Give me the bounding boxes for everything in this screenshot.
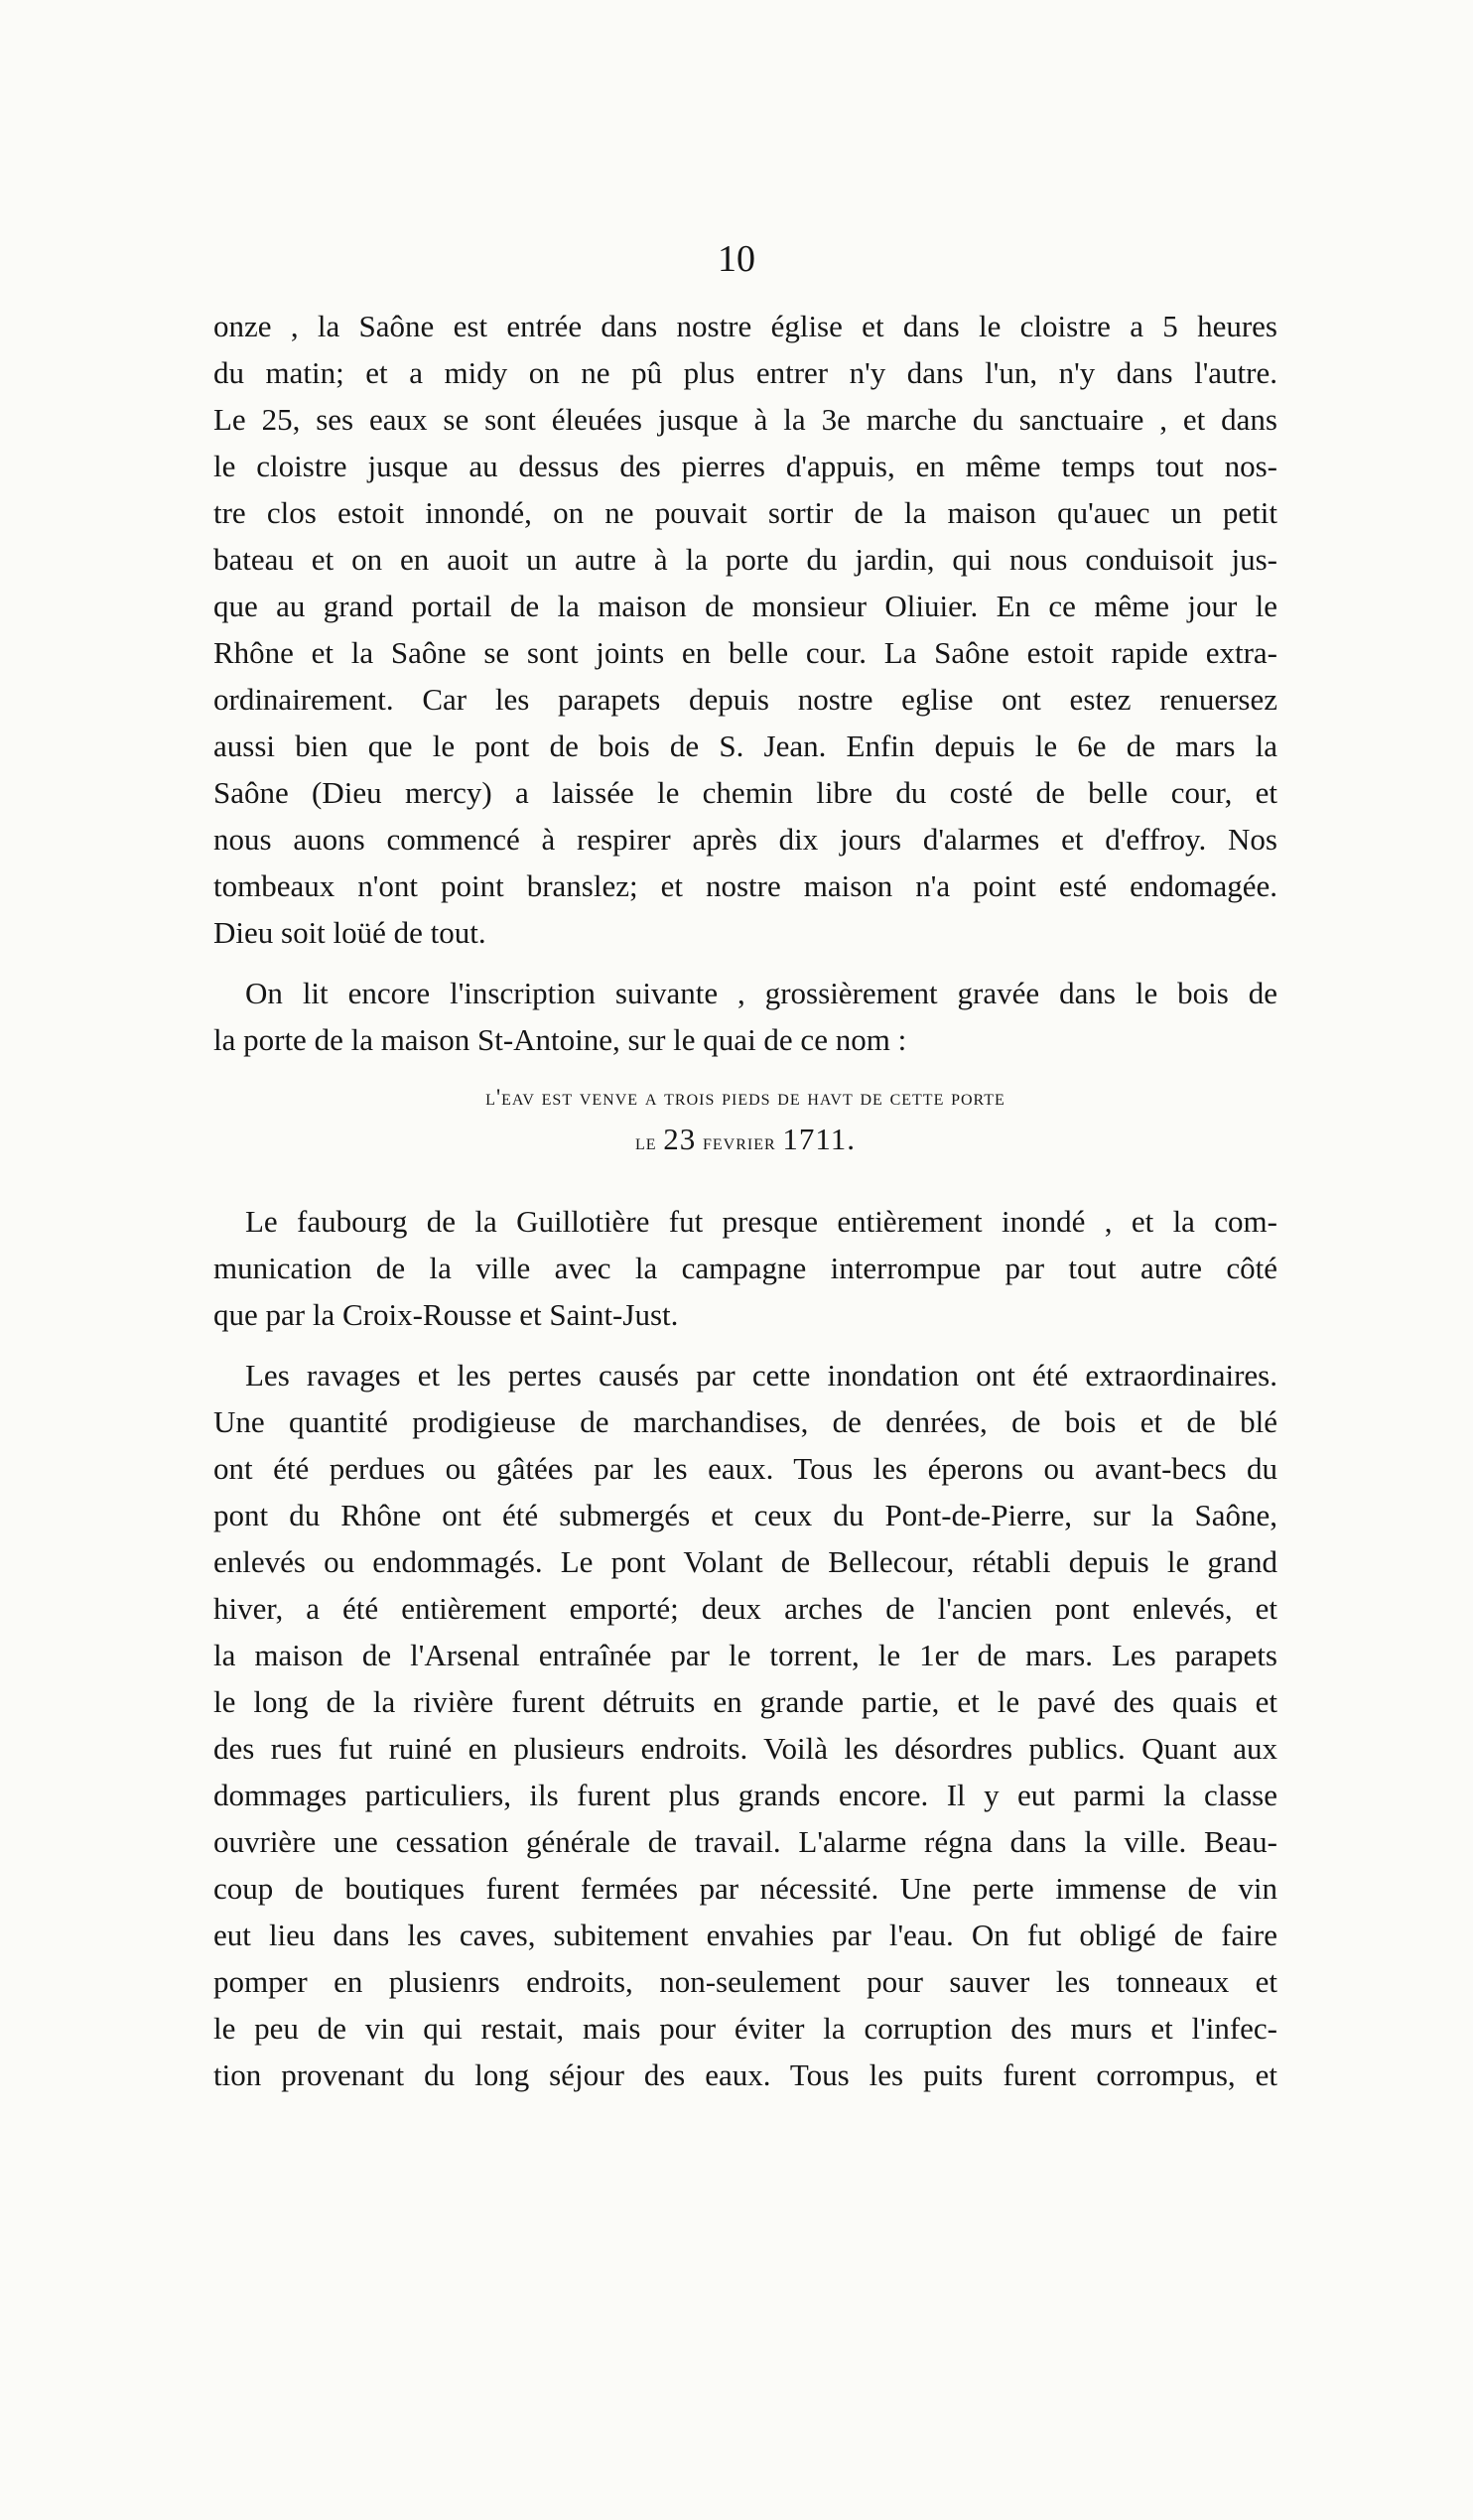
- paragraph-4: [213, 1352, 1277, 2098]
- text-line: Une quantité prodigieuse de marchandises, de denrées, de bois et de blé: [213, 1404, 1277, 1439]
- text-line: tion provenant du long séjour des eaux. Tous les puits furent corrompus, et: [213, 2057, 1277, 2092]
- text-line: que au grand portail de la maison de monsieur Oliuier. En ce même jour le: [213, 589, 1277, 623]
- text-line: ouvrière une cessation générale de travail. L'alarme régna dans la ville. Beau-: [213, 1824, 1277, 1859]
- text-line: ont été perdues ou gâtées par les eaux. Tous les éperons ou avant-becs du: [213, 1451, 1277, 1486]
- text-line: le cloistre jusque au dessus des pierres d'appuis, en même temps tout nos-: [213, 449, 1277, 483]
- text-line: du matin; et a midy on ne pû plus entrer n'y dans l'un, n'y dans l'autre.: [213, 355, 1277, 390]
- inscription-month: fevrier: [703, 1129, 776, 1154]
- text-line: le long de la rivière furent détruits en grande partie, et le pavé des quais et: [213, 1684, 1277, 1719]
- body-text: [213, 303, 1277, 2098]
- text-line: la porte de la maison St-Antoine, sur le quai de ce nom :: [213, 1022, 907, 1057]
- text-line: pomper en plusienrs endroits, non-seulement pour sauver les tonneaux et: [213, 1964, 1277, 1999]
- inscription: [213, 1077, 1277, 1160]
- text-line: Le faubourg de la Guillotière fut presque entièrement inondé , et la com-: [245, 1204, 1277, 1239]
- inscription-year: 1711.: [782, 1122, 857, 1156]
- text-line: coup de boutiques furent fermées par nécessité. Une perte immense de vin: [213, 1871, 1277, 1906]
- paragraph-3: [213, 1198, 1277, 1338]
- text-line: bateau et on en auoit un autre à la porte du jardin, qui nous conduisoit jus-: [213, 542, 1277, 577]
- paragraph-1: [213, 303, 1277, 956]
- text-line: le peu de vin qui restait, mais pour éviter la corruption des murs et l'infec-: [213, 2011, 1277, 2046]
- text-line: dommages particuliers, ils furent plus grands encore. Il y eut parmi la classe: [213, 1778, 1277, 1812]
- paragraph-2: [213, 970, 1277, 1063]
- inscription-line-1: l'eav est venve a trois pieds de havt de cette porte: [485, 1085, 1005, 1110]
- text-line: tombeaux n'ont point branslez; et nostre maison n'a point esté endomagée.: [213, 868, 1277, 903]
- text-line: des rues fut ruiné en plusieurs endroits. Voilà les désordres publics. Quant aux: [213, 1731, 1277, 1766]
- text-line: Saône (Dieu mercy) a laissée le chemin libre du costé de belle cour, et: [213, 775, 1277, 810]
- text-line: nous auons commencé à respirer après dix jours d'alarmes et d'effroy. Nos: [213, 822, 1277, 857]
- text-line: eut lieu dans les caves, subitement envahies par l'eau. On fut obligé de faire: [213, 1918, 1277, 1952]
- text-line: pont du Rhône ont été submergés et ceux du Pont-de-Pierre, sur la Saône,: [213, 1498, 1277, 1532]
- text-line: ordinairement. Car les parapets depuis nostre eglise ont estez renuersez: [213, 682, 1277, 717]
- inscription-line-2: [213, 1119, 1277, 1160]
- text-line: hiver, a été entièrement emporté; deux arches de l'ancien pont enlevés, et: [213, 1591, 1277, 1626]
- text-line: Dieu soit loüé de tout.: [213, 915, 486, 950]
- text-line: Rhône et la Saône se sont joints en belle cour. La Saône estoit rapide extra-: [213, 635, 1277, 670]
- text-line: onze , la Saône est entrée dans nostre église et dans le cloistre a 5 heures: [213, 309, 1277, 343]
- text-line: Les ravages et les pertes causés par cette inondation ont été extraordinaires.: [245, 1358, 1277, 1393]
- text-line: Le 25, ses eaux se sont éleuées jusque à la 3e marche du sanctuaire , et dans: [213, 402, 1277, 437]
- inscription-prefix: le: [634, 1129, 657, 1154]
- text-line: munication de la ville avec la campagne interrompue par tout autre côté: [213, 1251, 1277, 1285]
- page-number: 10: [718, 238, 755, 280]
- text-line: enlevés ou endommagés. Le pont Volant de Bellecour, rétabli depuis le grand: [213, 1544, 1277, 1579]
- text-line: On lit encore l'inscription suivante , grossièrement gravée dans le bois de: [245, 976, 1277, 1010]
- inscription-day: 23: [663, 1122, 697, 1156]
- text-line: tre clos estoit innondé, on ne pouvait sortir de la maison qu'auec un petit: [213, 495, 1277, 530]
- text-line: que par la Croix-Rousse et Saint-Just.: [213, 1297, 679, 1332]
- text-line: la maison de l'Arsenal entraînée par le torrent, le 1er de mars. Les parapets: [213, 1638, 1277, 1672]
- text-line: aussi bien que le pont de bois de S. Jean. Enfin depuis le 6e de mars la: [213, 729, 1277, 763]
